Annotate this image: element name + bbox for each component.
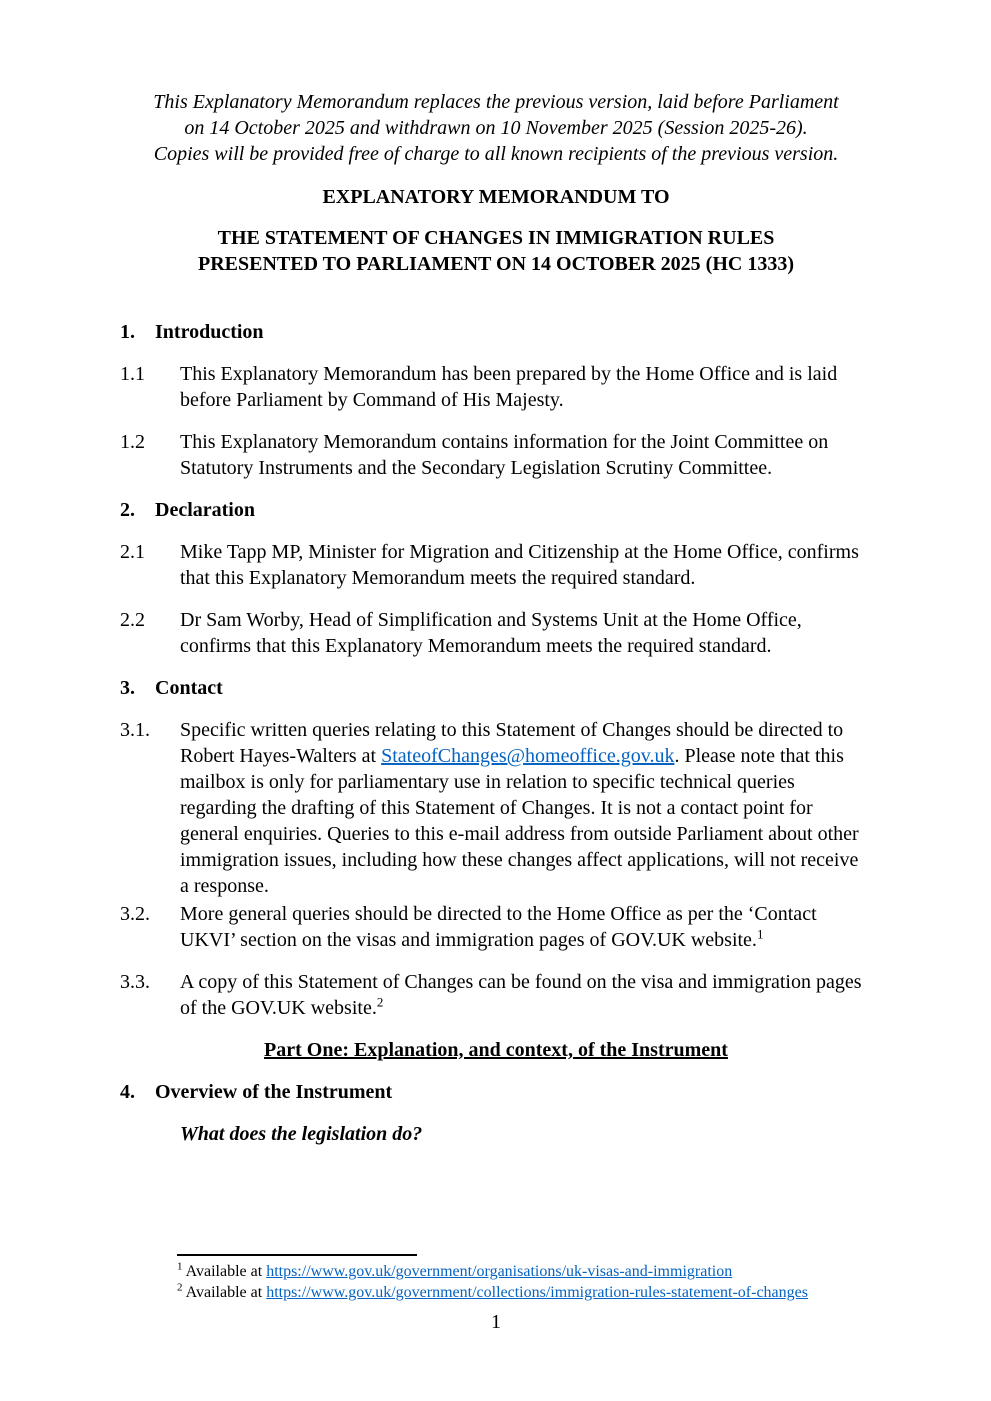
- paragraph-text: Dr Sam Worby, Head of Simplification and Systems Unit at the Home Office, confirms that this Explanatory Memorandum meets the required standard.: [180, 609, 802, 657]
- paragraph-text-before-link: Specific written queries relating to this Statement of Changes should be directed to Robert Hayes-Walters at: [180, 719, 844, 767]
- paragraph-number: 3.3.: [120, 971, 150, 993]
- footnote-2-link[interactable]: https://www.gov.uk/government/collections/immigration-rules-statement-of-changes: [266, 1284, 808, 1301]
- document-subtitle-line-2: PRESENTED TO PARLIAMENT ON 14 OCTOBER 2025 (HC 1333): [197, 253, 794, 275]
- subsection-question: What does the legislation do?: [180, 1123, 423, 1145]
- paragraph-1-1: [120, 361, 872, 413]
- preamble-line-1: This Explanatory Memorandum replaces the previous version, laid before Parliament: [153, 91, 839, 113]
- document-title: EXPLANATORY MEMORANDUM TO: [322, 186, 670, 208]
- paragraph-number: 1.2: [120, 431, 145, 453]
- footnote-reference-1: 1: [756, 926, 764, 942]
- footnote-number: 1: [177, 1260, 183, 1273]
- paragraph-text: This Explanatory Memorandum has been prepared by the Home Office and is laid before Parliament by Command of His Majesty.: [180, 363, 838, 411]
- paragraph-body: More general queries should be directed to the Home Office as per the ‘Contact UKVI’ section on the visas and immigration pages of GOV.UK website.: [180, 903, 817, 951]
- paragraph-1-2: [120, 429, 872, 481]
- section-title: Contact: [155, 677, 223, 699]
- paragraph-text: [180, 901, 872, 953]
- document-subtitle-line-1: THE STATEMENT OF CHANGES IN IMMIGRATION RULES: [217, 227, 775, 249]
- paragraph-3-1: [120, 717, 872, 899]
- preamble: [120, 89, 872, 167]
- footnote-text: Available at: [185, 1284, 267, 1301]
- section-heading-overview: [120, 1079, 872, 1105]
- paragraph-text: This Explanatory Memorandum contains information for the Joint Committee on Statutory Instruments and the Secondary Legislation Scrutiny Committee.: [180, 431, 829, 479]
- paragraph-body: A copy of this Statement of Changes can be found on the visa and immigration pages of the GOV.UK website.: [180, 971, 862, 1019]
- paragraph-text-after-link: . Please note that this mailbox is only for parliamentary use in relation to specific technical queries regarding the drafting of this Statement of Changes. It is not a contact point for general enquiries. Queries to this e-mail address from outside Parliament about other immigration issues, including how these changes affect applications, will not receive a response.: [180, 745, 859, 897]
- part-one-heading: Part One: Explanation, and context, of the Instrument: [264, 1039, 728, 1061]
- footnote-reference-2: 2: [376, 994, 384, 1010]
- paragraph-number: 2.1: [120, 541, 145, 563]
- footnote-1-link[interactable]: https://www.gov.uk/government/organisations/uk-visas-and-immigration: [266, 1263, 733, 1280]
- section-heading-declaration: [120, 497, 872, 523]
- email-link[interactable]: StateofChanges@homeoffice.gov.uk: [381, 745, 675, 767]
- section-number: 1.: [120, 321, 135, 343]
- paragraph-text: Mike Tapp MP, Minister for Migration and Citizenship at the Home Office, confirms that this Explanatory Memorandum meets the required standard.: [180, 541, 859, 589]
- page-footer: [120, 1254, 872, 1335]
- paragraph-2-1: [120, 539, 872, 591]
- paragraph-text: [180, 717, 872, 899]
- footnotes-block: [177, 1254, 872, 1303]
- paragraph-number: 3.2.: [120, 903, 150, 925]
- paragraph-number: 1.1: [120, 363, 145, 385]
- document-content: [120, 89, 872, 1147]
- footnote-text: Available at: [185, 1263, 267, 1280]
- section-number: 4.: [120, 1081, 135, 1103]
- footnote-number: 2: [177, 1281, 183, 1294]
- section-number: 3.: [120, 677, 135, 699]
- section-heading-introduction: [120, 319, 872, 345]
- preamble-line-3: Copies will be provided free of charge to all known recipients of the previous version.: [153, 143, 839, 165]
- section-title: Overview of the Instrument: [155, 1081, 393, 1103]
- document-subtitle: [120, 225, 872, 277]
- paragraph-text: [180, 969, 872, 1021]
- paragraph-number: 2.2: [120, 609, 145, 631]
- section-title: Introduction: [155, 321, 264, 343]
- paragraph-3-2: [120, 901, 872, 953]
- paragraph-2-2: [120, 607, 872, 659]
- footnote-1: [177, 1261, 872, 1282]
- paragraph-3-3: [120, 969, 872, 1021]
- footnote-separator: [177, 1254, 417, 1256]
- preamble-line-2: on 14 October 2025 and withdrawn on 10 November 2025 (Session 2025-26).: [184, 117, 808, 139]
- footnote-2: [177, 1282, 872, 1303]
- section-number: 2.: [120, 499, 135, 521]
- section-title: Declaration: [155, 499, 255, 521]
- section-heading-contact: [120, 675, 872, 701]
- paragraph-number: 3.1.: [120, 719, 150, 741]
- page-number: 1: [491, 1311, 501, 1333]
